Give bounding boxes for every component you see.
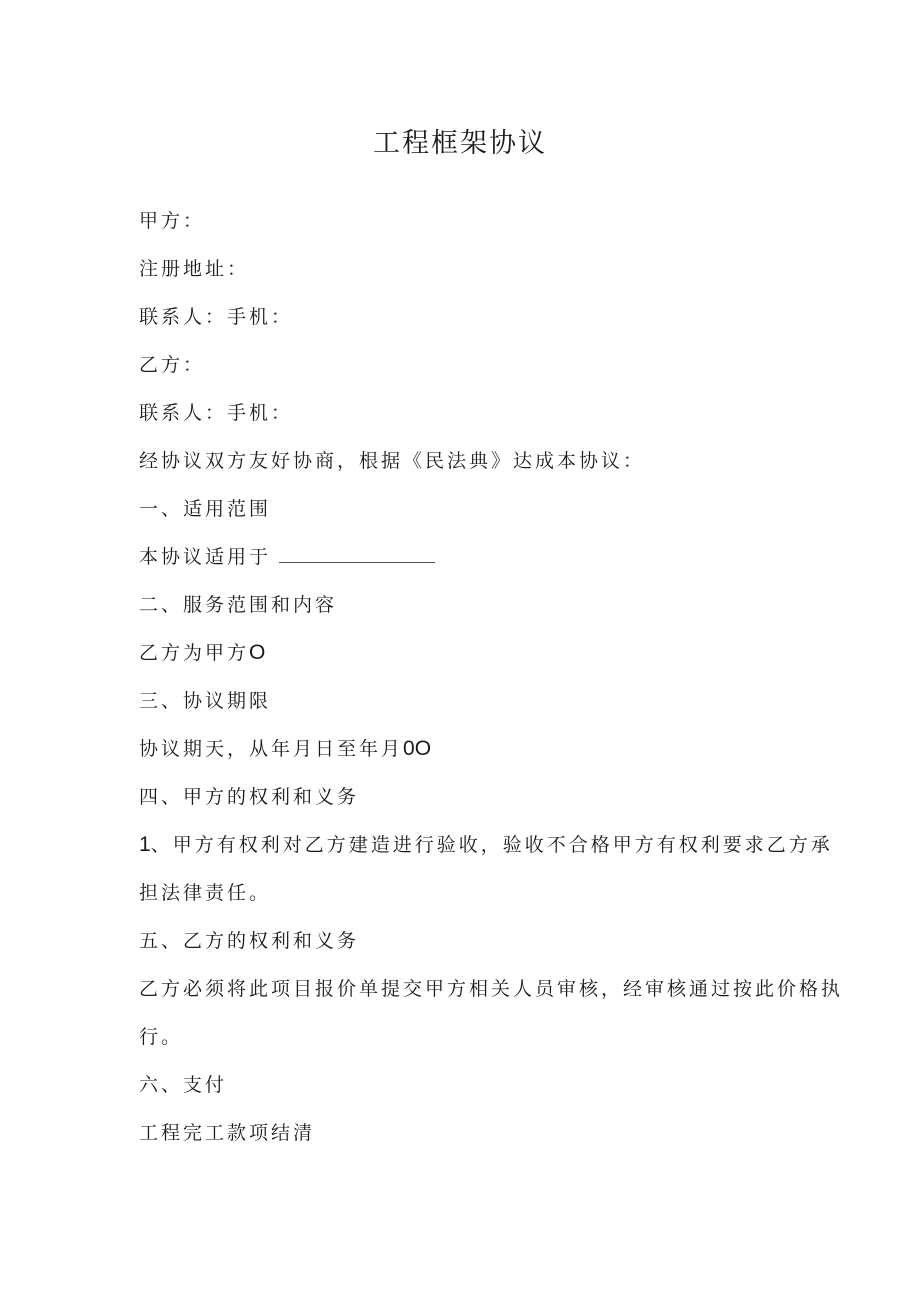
- section-2-text-prefix: 乙方为甲方: [139, 642, 250, 664]
- section-4-heading: 四、甲方的权利和义务: [139, 786, 360, 808]
- section-3-text-prefix: 协议期天，从年月日至年月: [139, 738, 404, 760]
- section-4-item-1: [139, 832, 833, 858]
- section-3-heading: 三、协议期限: [139, 690, 272, 712]
- section-6-heading: 六、支付: [139, 1074, 228, 1096]
- party-a-label: 甲方：: [139, 210, 206, 232]
- section-5-text-line2: 行。: [139, 1026, 184, 1048]
- registered-address-label: 注册地址：: [139, 258, 250, 280]
- party-a-contact-label: 联系人：手机：: [139, 306, 294, 328]
- section-3-text: [139, 736, 431, 762]
- section-6-text: 工程完工款项结清: [139, 1122, 316, 1144]
- preamble-text: 经协议双方友好协商，根据《民法典》达成本协议：: [139, 450, 646, 472]
- section-4-item-line2: 担法律责任。: [139, 882, 272, 904]
- document-title: 工程框架协议: [373, 128, 547, 159]
- section-4-item-line1: 、甲方有权利对乙方建造进行验收，验收不合格甲方有权利要求乙方承: [150, 834, 833, 856]
- section-2-text: [139, 640, 265, 666]
- section-5-heading: 五、乙方的权利和义务: [139, 930, 360, 952]
- section-4-item-number: 1: [139, 833, 151, 856]
- section-5-text-line1: 乙方必须将此项目报价单提交甲方相关人员审核，经审核通过按此价格执: [139, 978, 844, 1000]
- party-b-label: 乙方：: [139, 354, 206, 376]
- blank-line: [279, 544, 435, 563]
- section-1-text-label: 本协议适用于: [139, 546, 272, 568]
- party-b-contact-label: 联系人：手机：: [139, 402, 294, 424]
- section-3-text-suffix: 0O: [403, 737, 432, 760]
- section-1-heading: 一、适用范围: [139, 498, 272, 520]
- section-2-text-suffix: O: [249, 641, 266, 664]
- section-2-heading: 二、服务范围和内容: [139, 594, 338, 616]
- section-1-text: [139, 544, 435, 570]
